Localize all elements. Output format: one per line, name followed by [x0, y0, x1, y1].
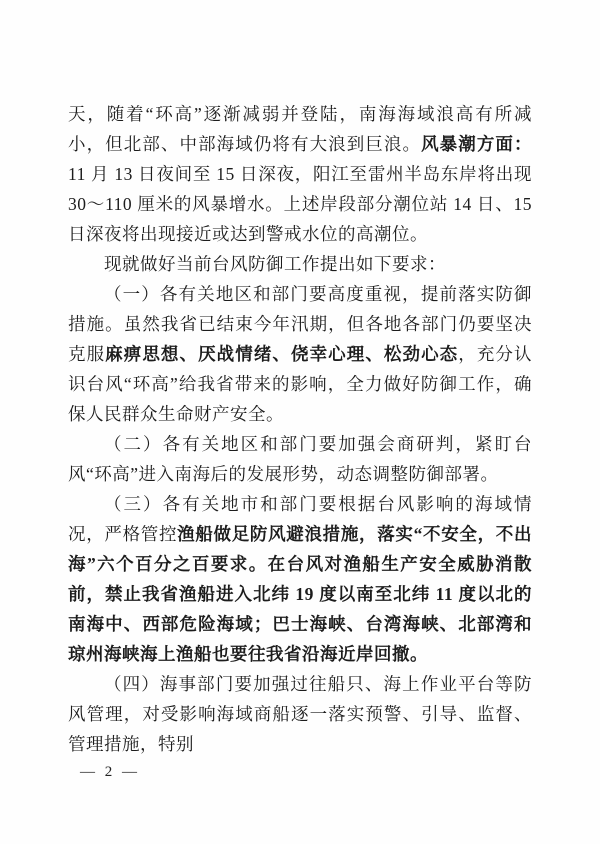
- text-run: 现就做好当前台风防御工作提出如下要求：: [104, 254, 446, 274]
- bold-text-run: 麻痹思想、厌战情绪、侥幸心理、松劲心态: [105, 344, 459, 364]
- paragraph: [68, 279, 532, 429]
- bold-text-run: 渔船做足防风避浪措施，落实“不安全，不出海”六个百分之百要求。在台风对渔船生产安全威胁消散前，禁止我省渔船进入北纬 19 度以南至北纬 11 度以北的南海中、西部危险海域；巴士海峡、台湾海峡、北部湾和琼州海峡海上渔船也要往我省沿海近岸回撤。: [68, 524, 532, 664]
- document-body: [68, 99, 532, 759]
- paragraph: [68, 99, 532, 249]
- text-run: ，充分认识台风“环高”给我省带来的影响，全力做好防御工作，确保人民群众生命财产安全。: [68, 344, 533, 424]
- page-number: — 2 —: [80, 764, 140, 780]
- text-run: （三）各有关地市和部门要根据台风影响的海域情况，严格管控: [68, 494, 532, 544]
- paragraph: [68, 669, 532, 759]
- text-run: （四）海事部门要加强过往船只、海上作业平台等防风管理，对受影响海域商船逐一落实预警、引导、监督、管理措施，特别: [68, 674, 532, 754]
- text-run: （二）各有关地区和部门要加强会商研判，紧盯台风“环高”进入南海后的发展形势，动态调整防御部署。: [68, 434, 532, 484]
- text-run: 11 月 13 日夜间至 15 日深夜，阳江至雷州半岛东岸将出现 30～110 厘米的风暴增水。上述岸段部分潮位站 14 日、15 日深夜将出现接近或达到警戒水位的高潮位。: [68, 164, 532, 244]
- paragraph: [68, 429, 532, 489]
- paragraph: [68, 249, 532, 279]
- paragraph: [68, 489, 532, 669]
- text-run: 天，随着“环高”逐渐减弱并登陆，南海海域浪高有所减小，但北部、中部海域仍将有大浪到巨浪。: [68, 104, 532, 154]
- bold-text-run: 风暴潮方面：: [421, 134, 533, 154]
- text-run: （一）各有关地区和部门要高度重视，提前落实防御措施。虽然我省已结束今年汛期，但各地各部门仍要坚决克服: [68, 284, 532, 364]
